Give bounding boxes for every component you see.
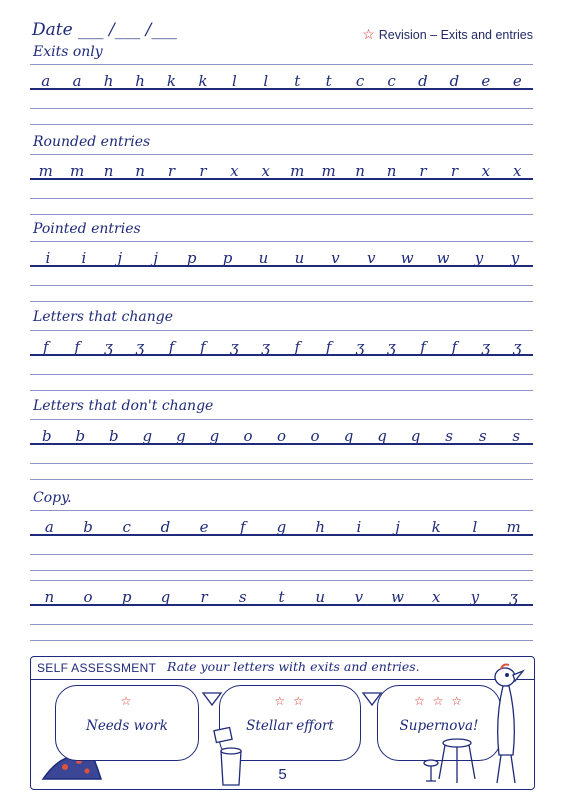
handwriting-letter: g (142, 427, 153, 445)
rating-label: Needs work (86, 718, 168, 734)
handwriting-letter: w (391, 588, 404, 606)
handwriting-letter: l (472, 518, 478, 536)
handwriting-letter: ʒ (261, 338, 271, 356)
handwriting-letter: f (240, 518, 246, 536)
two-star-icon: ☆ ☆ (274, 694, 306, 708)
handwriting-letter: w (400, 249, 414, 267)
writing-lines (30, 419, 533, 481)
handwriting-letter: d (160, 518, 171, 536)
handwriting-letter: x (431, 588, 441, 606)
page-title (362, 26, 533, 43)
star-icon: ☆ (362, 26, 375, 42)
handwriting-letter: b (41, 427, 52, 445)
section-label-rounded-entries: Rounded entries (33, 134, 151, 150)
handwriting-letter: i (81, 249, 87, 267)
handwriting-letter: r (200, 588, 208, 606)
handwriting-letter: j (117, 249, 123, 267)
handwriting-letter: s (238, 588, 247, 606)
handwriting-letter: c (122, 518, 131, 536)
handwriting-letter: u (258, 249, 269, 267)
handwriting-letter: g (176, 427, 186, 445)
handwriting-letter: f (168, 338, 175, 356)
handwriting-letter: f (200, 338, 206, 356)
handwriting-letter: a (41, 72, 51, 90)
writing-lines (30, 580, 533, 642)
handwriting-letter: ʒ (355, 338, 365, 356)
handwriting-letter: y (474, 249, 484, 267)
handwriting-letter: c (355, 72, 365, 90)
writing-lines (30, 241, 533, 303)
handwriting-letter: ʒ (230, 338, 239, 356)
handwriting-letter: s (478, 427, 487, 445)
handwriting-letter: f (451, 338, 458, 356)
handwriting-letter: q (377, 427, 387, 445)
handwriting-letter: s (512, 427, 521, 445)
writing-lines (30, 510, 533, 572)
handwriting-letter: k (198, 72, 208, 90)
handwriting-letter: p (222, 249, 233, 267)
handwriting-letter: h (103, 72, 114, 90)
handwriting-letter: y (510, 249, 520, 267)
page-number: 5 (278, 766, 287, 783)
handwriting-letter: t (325, 72, 332, 90)
handwriting-letter: b (109, 427, 119, 445)
handwriting-letter: ʒ (513, 338, 522, 356)
rating-needs-work[interactable] (55, 685, 199, 761)
handwriting-letter: b (83, 518, 93, 536)
handwriting-letter: m (70, 162, 85, 180)
letter-row (30, 162, 533, 180)
rating-label: Stellar effort (246, 718, 334, 734)
handwriting-letter: ʒ (509, 588, 518, 606)
handwriting-letter: x (513, 162, 522, 180)
handwriting-letter: o (243, 427, 253, 445)
handwriting-letter: y (470, 588, 480, 606)
handwriting-letter: o (310, 427, 320, 445)
handwriting-letter: x (261, 162, 271, 180)
page-title-text: Revision – Exits and entries (378, 28, 533, 42)
handwriting-letter: d (418, 72, 428, 90)
handwriting-letter: a (44, 518, 54, 536)
handwriting-letter: r (450, 162, 458, 180)
handwriting-letter: t (294, 72, 301, 90)
handwriting-letter: v (367, 249, 376, 267)
handwriting-letter: a (72, 72, 82, 90)
handwriting-letter: f (325, 338, 332, 356)
handwriting-letter: q (343, 427, 354, 445)
letter-row (30, 588, 533, 606)
section-label-exits-only: Exits only (33, 44, 103, 60)
handwriting-letter: c (387, 72, 396, 90)
handwriting-letter: n (103, 162, 114, 180)
handwriting-letter: k (431, 518, 441, 536)
handwriting-letter: s (445, 427, 453, 445)
handwriting-letter: j (153, 249, 159, 267)
three-star-icon: ☆ ☆ ☆ (414, 694, 464, 708)
letter-row (30, 427, 533, 445)
handwriting-letter: f (420, 338, 426, 356)
handwriting-letter: u (294, 249, 305, 267)
handwriting-letter: d (449, 72, 460, 90)
writing-lines (30, 330, 533, 392)
handwriting-letter: f (42, 338, 49, 356)
handwriting-letter: h (315, 518, 325, 536)
writing-lines (30, 64, 533, 126)
handwriting-letter: n (135, 162, 145, 180)
handwriting-letter: t (278, 588, 285, 606)
handwriting-letter: f (74, 338, 80, 356)
self-assessment-instructions: Rate your letters with exits and entries. (167, 659, 420, 674)
handwriting-letter: x (230, 162, 239, 180)
handwriting-letter: n (386, 162, 397, 180)
date-field[interactable]: Date ___ /___ /___ (32, 20, 177, 40)
handwriting-letter: o (276, 427, 286, 445)
handwriting-letter: e (481, 72, 491, 90)
handwriting-letter: m (290, 162, 305, 180)
handwriting-letter: w (436, 249, 450, 267)
handwriting-letter: g (276, 518, 287, 536)
handwriting-letter: i (356, 518, 362, 536)
writing-lines (30, 154, 533, 216)
handwriting-letter: b (75, 427, 86, 445)
rating-label: Supernova! (399, 718, 479, 734)
section-label-letters-that-change: Letters that change (33, 309, 173, 325)
handwriting-letter: r (199, 162, 207, 180)
handwriting-letter: k (166, 72, 177, 90)
handwriting-letter: m (321, 162, 336, 180)
handwriting-letter: h (135, 72, 145, 90)
handwriting-letter: ʒ (481, 338, 491, 356)
handwriting-letter: r (167, 162, 176, 180)
section-label-letters-that-dont-change: Letters that don't change (33, 398, 214, 414)
handwriting-letter: l (231, 72, 237, 90)
self-assessment-title: SELF ASSESSMENT (37, 661, 157, 675)
handwriting-letter: f (294, 338, 300, 356)
handwriting-letter: q (160, 588, 171, 606)
letter-row (30, 249, 533, 267)
handwriting-letter: n (44, 588, 55, 606)
one-star-icon: ☆ (120, 694, 134, 708)
handwriting-letter: j (395, 518, 400, 536)
handwriting-letter: m (38, 162, 53, 180)
handwriting-letter: v (354, 588, 364, 606)
handwriting-letter: m (506, 518, 521, 536)
handwriting-letter: ʒ (387, 338, 396, 356)
handwriting-letter: l (263, 72, 269, 90)
handwriting-letter: ʒ (104, 338, 113, 356)
handwriting-letter: ʒ (135, 338, 145, 356)
section-label-copy: Copy. (33, 490, 72, 506)
letter-row (30, 518, 533, 536)
handwriting-letter: g (209, 427, 220, 445)
letter-row (30, 72, 533, 90)
handwriting-letter: p (186, 249, 197, 267)
handwriting-letter: p (121, 588, 132, 606)
handwriting-letter: q (410, 427, 421, 445)
handwriting-letter: u (315, 588, 325, 606)
handwriting-letter: o (83, 588, 93, 606)
handwriting-letter: e (199, 518, 209, 536)
handwriting-letter: r (419, 162, 427, 180)
letter-row (30, 338, 533, 356)
handwriting-letter: x (481, 162, 491, 180)
handwriting-letter: v (331, 249, 340, 267)
handwriting-letter: e (512, 72, 522, 90)
handwriting-letter: n (355, 162, 365, 180)
section-label-pointed-entries: Pointed entries (33, 221, 141, 237)
handwriting-letter: i (45, 249, 51, 267)
